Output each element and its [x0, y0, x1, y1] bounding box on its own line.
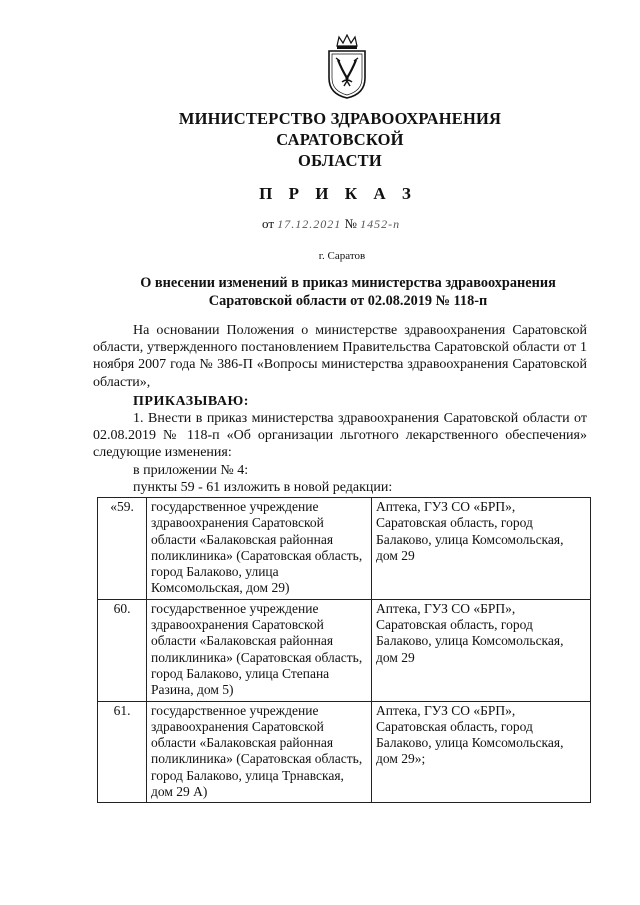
number-sign: №: [344, 216, 357, 231]
table-row: [98, 701, 591, 803]
city-label: г. Саратов: [318, 250, 366, 262]
row-number: 60.: [98, 599, 147, 701]
document-subject: О внесении изменений в приказ министерства здравоохранения Саратовской области от 02.08.2019 № 118-п: [140, 275, 556, 309]
organization-cell: государственное учреждение здравоохранения Саратовской области «Балаковская районная поликлиника» (Саратовская область, город Балаково, улица Степана Разина, дом 5): [147, 599, 372, 701]
row-number: «59.: [98, 498, 147, 600]
ministry-line-3: ОБЛАСТИ: [298, 151, 382, 170]
date-prefix: от: [262, 216, 275, 231]
table-row: [98, 498, 591, 600]
ministry-line-1: МИНИСТЕРСТВО ЗДРАВООХРАНЕНИЯ: [178, 109, 502, 128]
handwritten-number: 1452-п: [360, 217, 401, 231]
ministry-title: [0, 108, 640, 171]
points-line: пункты 59 - 61 изложить в новой редакции:: [133, 479, 393, 495]
coat-of-arms-emblem: [324, 34, 370, 100]
organization-cell: государственное учреждение здравоохранения Саратовской области «Балаковская районная поликлиника» (Саратовская область, город Балаково, улица Комсомольская, дом 29): [147, 498, 372, 600]
appendix-line: в приложении № 4:: [133, 462, 249, 478]
basis-paragraph: На основании Положения о министерстве здравоохранения Саратовской области, утвержденного постановлением Правительства Саратовской области от 1 ноября 2007 года № 386-П «Вопросы министерства здравоохранения Саратовской области»,: [93, 323, 587, 390]
organization-cell: государственное учреждение здравоохранения Саратовской области «Балаковская районная поликлиника» (Саратовская область, город Балаково, улица Трнавская, дом 29 А): [147, 701, 372, 803]
pharmacy-address-cell: Аптека, ГУЗ СО «БРП», Саратовская область, город Балаково, улица Комсомольская, дом 29: [372, 498, 591, 600]
item-1-paragraph: 1. Внести в приказ министерства здравоохранения Саратовской области от 02.08.2019 № 118-п «Об организации льготного лекарственного обеспечения» следующие изменения:: [93, 411, 587, 461]
pharmacy-table: [97, 497, 591, 803]
table-row: [98, 599, 591, 701]
row-number: 61.: [98, 701, 147, 803]
pharmacy-address-cell: Аптека, ГУЗ СО «БРП», Саратовская область, город Балаково, улица Комсомольская, дом 29»;: [372, 701, 591, 803]
pharmacy-address-cell: Аптека, ГУЗ СО «БРП», Саратовская область, город Балаково, улица Комсомольская, дом 29: [372, 599, 591, 701]
document-body: [93, 322, 587, 496]
handwritten-date: 17.12.2021: [277, 217, 342, 231]
order-word: ПРИКАЗЫВАЮ:: [133, 393, 249, 409]
date-number-line: [262, 216, 400, 232]
document-type-heading: П Р И К А З: [259, 184, 417, 203]
ministry-line-2: САРАТОВСКОЙ: [276, 130, 404, 149]
